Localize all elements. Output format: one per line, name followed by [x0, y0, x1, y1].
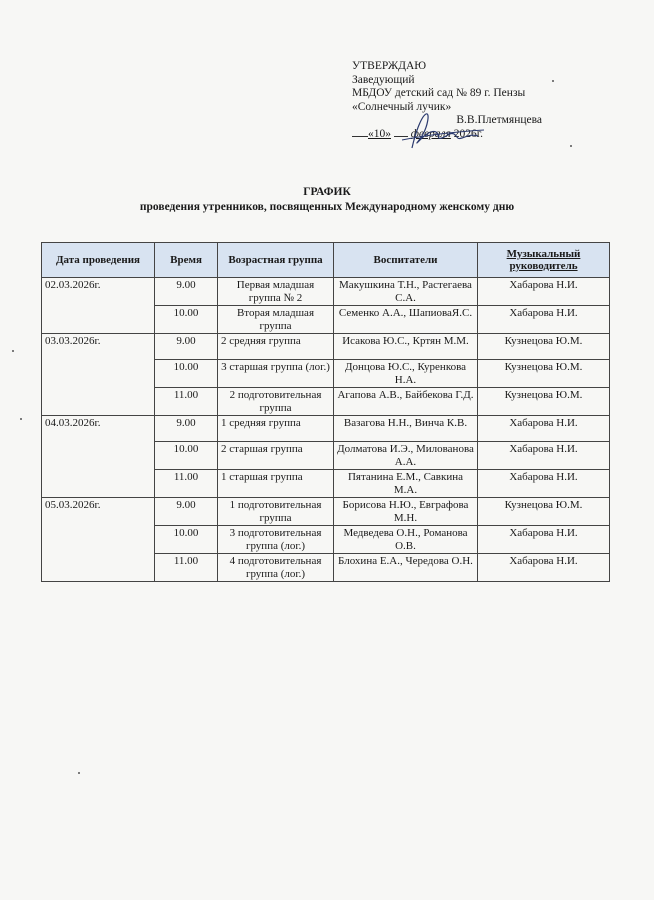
group-cell: 3 подготовительная группа (лог.) — [218, 526, 334, 554]
teachers-cell: Агапова А.В., Байбекова Г.Д. — [334, 388, 478, 416]
scan-speck — [552, 80, 554, 82]
table-row — [42, 278, 610, 306]
teachers-cell: Исакова Ю.С., Кртян М.М. — [334, 334, 478, 360]
approval-org: МБДОУ детский сад № 89 г. Пензы — [352, 87, 526, 99]
header-date: Дата проведения — [42, 243, 155, 278]
teachers-cell: Долматова И.Э., Милованова А.А. — [334, 442, 478, 470]
scan-speck — [570, 145, 572, 147]
document-subtitle: проведения утренников, посвященных Международному женскому дню — [139, 201, 515, 213]
music-cell: Хабарова Н.И. — [478, 416, 610, 442]
music-cell: Кузнецова Ю.М. — [478, 360, 610, 388]
music-cell: Хабарова Н.И. — [478, 470, 610, 498]
teachers-cell: Семенко А.А., ШапиоваЯ.С. — [334, 306, 478, 334]
date-cell: 02.03.2026г. — [42, 278, 155, 334]
table-row — [42, 416, 610, 442]
group-cell: 3 старшая группа (лог.) — [218, 360, 334, 388]
group-cell: 1 подготовительная группа — [218, 498, 334, 526]
approval-year: 2026г. — [453, 127, 484, 140]
document-title: ГРАФИК — [303, 186, 351, 198]
time-cell: 11.00 — [155, 554, 218, 582]
header-music: Музыкальный руководитель — [478, 243, 610, 278]
teachers-cell: Макушкина Т.Н., Растегаева С.А. — [334, 278, 478, 306]
music-cell: Кузнецова Ю.М. — [478, 334, 610, 360]
group-cell: 1 старшая группа — [218, 470, 334, 498]
group-cell: 2 старшая группа — [218, 442, 334, 470]
scan-speck — [78, 772, 80, 774]
approval-position: Заведующий — [352, 73, 415, 86]
music-cell: Хабарова Н.И. — [478, 278, 610, 306]
teachers-cell: Пятанина Е.М., Савкина М.А. — [334, 470, 478, 498]
time-cell: 10.00 — [155, 306, 218, 334]
time-cell: 10.00 — [155, 442, 218, 470]
teachers-cell: Блохина Е.А., Чередова О.Н. — [334, 554, 478, 582]
time-cell: 11.00 — [155, 470, 218, 498]
time-cell: 10.00 — [155, 360, 218, 388]
time-cell: 9.00 — [155, 416, 218, 442]
music-cell: Кузнецова Ю.М. — [478, 498, 610, 526]
schedule-table — [41, 242, 610, 582]
music-cell: Кузнецова Ю.М. — [478, 388, 610, 416]
music-cell: Хабарова Н.И. — [478, 554, 610, 582]
table-header-row — [42, 243, 610, 278]
header-teachers: Воспитатели — [334, 243, 478, 278]
music-cell: Хабарова Н.И. — [478, 526, 610, 554]
approval-org-name: «Солнечный лучик» — [352, 100, 452, 113]
teachers-cell: Донцова Ю.С., Куренкова Н.А. — [334, 360, 478, 388]
scan-speck — [20, 418, 22, 420]
teachers-cell: Медведева О.Н., Романова О.В. — [334, 526, 478, 554]
time-cell: 10.00 — [155, 526, 218, 554]
date-cell: 03.03.2026г. — [42, 334, 155, 416]
teachers-cell: Вазагова Н.Н., Винча К.В. — [334, 416, 478, 442]
time-cell: 9.00 — [155, 278, 218, 306]
group-cell: 2 подготовительная группа — [218, 388, 334, 416]
header-group: Возрастная группа — [218, 243, 334, 278]
approval-month: февраля — [410, 127, 451, 140]
music-cell: Хабарова Н.И. — [478, 442, 610, 470]
header-time: Время — [155, 243, 218, 278]
group-cell: 2 средняя группа — [218, 334, 334, 360]
group-cell: 4 подготовительная группа (лог.) — [218, 554, 334, 582]
time-cell: 11.00 — [155, 388, 218, 416]
table-row — [42, 334, 610, 360]
table-row — [42, 498, 610, 526]
approval-signer: В.В.Плетмянцева — [456, 114, 542, 126]
music-cell: Хабарова Н.И. — [478, 306, 610, 334]
time-cell: 9.00 — [155, 334, 218, 360]
time-cell: 9.00 — [155, 498, 218, 526]
teachers-cell: Борисова Н.Ю., Евграфова М.Н. — [334, 498, 478, 526]
group-cell: 1 средняя группа — [218, 416, 334, 442]
scan-speck — [12, 350, 14, 352]
date-cell: 05.03.2026г. — [42, 498, 155, 582]
date-cell: 04.03.2026г. — [42, 416, 155, 498]
approval-day: «10» — [368, 127, 391, 140]
approval-heading: УТВЕРЖДАЮ — [352, 60, 427, 72]
group-cell: Первая младшая группа № 2 — [218, 278, 334, 306]
group-cell: Вторая младшая группа — [218, 306, 334, 334]
signature-icon — [392, 110, 492, 152]
